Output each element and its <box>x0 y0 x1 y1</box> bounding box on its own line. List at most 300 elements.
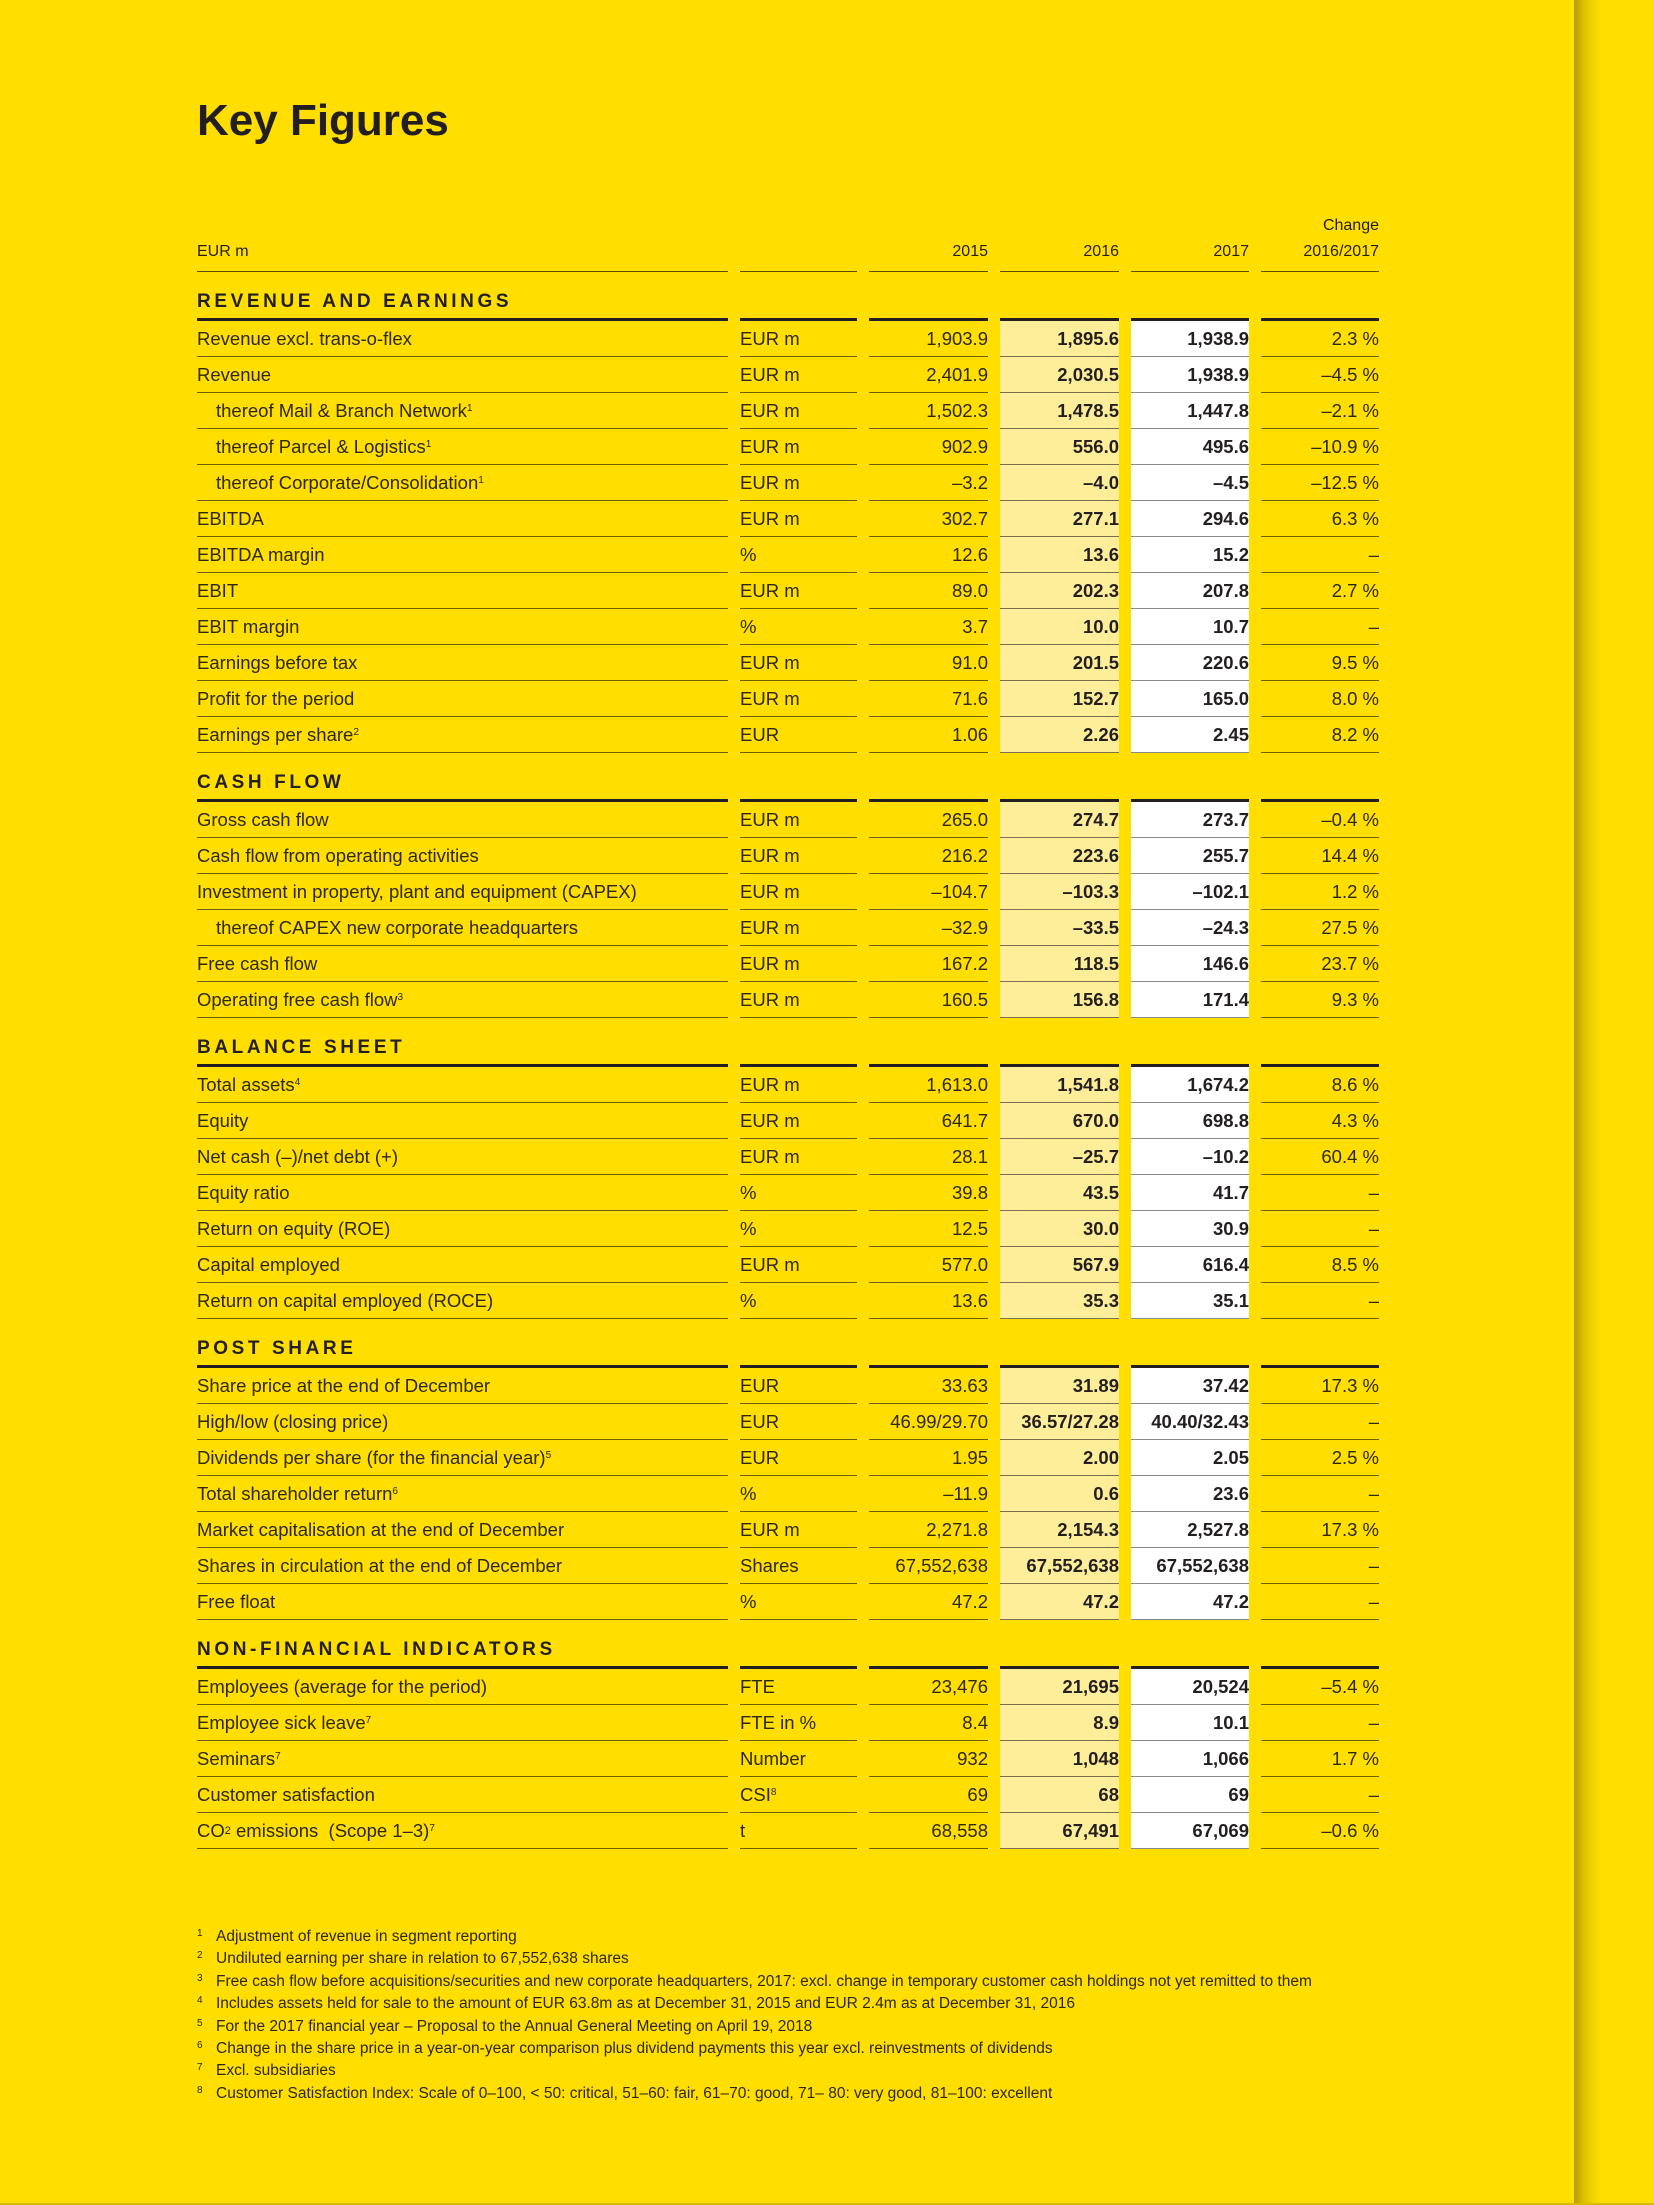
value-change: 2.7 % <box>1261 573 1379 609</box>
subscript: 2 <box>224 1824 231 1837</box>
value-2017: 41.7 <box>1131 1175 1249 1211</box>
value-change: 23.7 % <box>1261 946 1379 982</box>
value-2015: –3.2 <box>869 465 988 501</box>
table-row <box>197 838 1379 874</box>
row-label <box>197 1705 728 1741</box>
row-label-text: Shares in circulation at the end of December <box>197 1554 563 1576</box>
footnote-reference: 4 <box>294 1077 301 1088</box>
row-label-text: Share price at the end of December <box>197 1374 491 1396</box>
row-label-text: Return on equity (ROE) <box>197 1217 391 1239</box>
row-unit-text: EUR m <box>740 808 800 830</box>
value-2015: 265.0 <box>869 802 988 838</box>
row-unit <box>740 1404 857 1440</box>
value-2016: 556.0 <box>1000 429 1119 465</box>
footnote-text: Includes assets held for sale to the amount of EUR 63.8m as at December 31, 2015 and EUR 2.4m as at December 31, 2016 <box>216 1995 1076 2013</box>
row-unit <box>740 645 857 681</box>
table-row <box>197 537 1379 573</box>
table-row <box>197 1211 1379 1247</box>
value-change: –0.6 % <box>1261 1813 1379 1849</box>
row-label-text: Earnings per share <box>197 723 354 745</box>
row-unit-text: EUR m <box>740 435 800 457</box>
row-label <box>197 1476 728 1512</box>
row-label-text: Revenue excl. trans-o-flex <box>197 327 412 349</box>
value-2016: 670.0 <box>1000 1103 1119 1139</box>
row-label <box>197 429 728 465</box>
footnote-text: Excl. subsidiaries <box>216 2062 336 2080</box>
row-label <box>197 982 728 1018</box>
value-change: 2.5 % <box>1261 1440 1379 1476</box>
table-sections <box>197 272 1379 1849</box>
footnote-number: 7 <box>197 2062 203 2074</box>
value-2015: 1,903.9 <box>869 321 988 357</box>
value-change: –5.4 % <box>1261 1669 1379 1705</box>
row-label <box>197 1813 728 1849</box>
table-row <box>197 1139 1379 1175</box>
row-unit-text: EUR m <box>740 1145 800 1167</box>
table-row <box>197 609 1379 645</box>
row-label-text: Operating free cash flow <box>197 988 398 1010</box>
value-2015: –11.9 <box>869 1476 988 1512</box>
value-2015: 69 <box>869 1777 988 1813</box>
footnote <box>197 1993 1312 2015</box>
row-unit <box>740 1103 857 1139</box>
table-row <box>197 1512 1379 1548</box>
value-2015: 67,552,638 <box>869 1548 988 1584</box>
row-label <box>197 1669 728 1705</box>
table-row <box>197 1103 1379 1139</box>
value-2016: 68 <box>1000 1777 1119 1813</box>
header-change-line1: Change <box>1322 217 1379 234</box>
row-label <box>197 393 728 429</box>
value-change: – <box>1261 1404 1379 1440</box>
row-unit <box>740 465 857 501</box>
footnote-number: 1 <box>197 1928 203 1939</box>
row-label <box>197 802 728 838</box>
value-2016: 21,695 <box>1000 1669 1119 1705</box>
header-2016 <box>1000 239 1119 272</box>
row-label-text: EBIT <box>197 579 239 601</box>
value-2017: 67,069 <box>1131 1813 1249 1849</box>
table-row <box>197 393 1379 429</box>
value-2015: 46.99/29.70 <box>869 1404 988 1440</box>
value-2017: 35.1 <box>1131 1283 1249 1319</box>
value-2017: 220.6 <box>1131 645 1249 681</box>
value-2016: 118.5 <box>1000 946 1119 982</box>
value-change: –10.9 % <box>1261 429 1379 465</box>
row-label <box>197 1404 728 1440</box>
row-label <box>197 1175 728 1211</box>
value-2016: 223.6 <box>1000 838 1119 874</box>
row-label <box>197 1283 728 1319</box>
table-row <box>197 1476 1379 1512</box>
header-currency-label: EUR m <box>197 243 249 260</box>
table-row <box>197 1777 1379 1813</box>
header-change <box>1261 213 1379 272</box>
section-balance-sheet <box>197 1018 1379 1319</box>
row-unit <box>740 1139 857 1175</box>
value-2016: 0.6 <box>1000 1476 1119 1512</box>
table-row <box>197 1705 1379 1741</box>
footnote-number: 3 <box>197 1972 203 1984</box>
row-label <box>197 1777 728 1813</box>
table-row <box>197 357 1379 393</box>
row-unit-text: % <box>740 1289 757 1311</box>
row-unit-text: EUR m <box>740 916 800 938</box>
value-2017: 10.1 <box>1131 1705 1249 1741</box>
value-2016: 13.6 <box>1000 537 1119 573</box>
row-unit-text: EUR m <box>740 399 800 421</box>
value-change: 8.5 % <box>1261 1247 1379 1283</box>
value-2016: 67,552,638 <box>1000 1548 1119 1584</box>
row-label-text: Total assets <box>197 1073 295 1095</box>
row-unit-text: % <box>740 1482 757 1504</box>
row-unit <box>740 321 857 357</box>
row-unit-text: EUR m <box>740 1253 800 1275</box>
value-2017: 23.6 <box>1131 1476 1249 1512</box>
row-label <box>197 537 728 573</box>
row-unit-text: EUR m <box>740 651 800 673</box>
row-label-text: Capital employed <box>197 1253 340 1275</box>
row-label-text: Investment in property, plant and equipment (CAPEX) <box>197 880 637 902</box>
row-label-text-rest: emissions (Scope 1–3) <box>230 1819 430 1841</box>
header-2017-label: 2017 <box>1213 243 1249 260</box>
table-row <box>197 1813 1379 1849</box>
row-label-text: Seminars <box>197 1747 276 1769</box>
value-2016: 8.9 <box>1000 1705 1119 1741</box>
value-2016: 567.9 <box>1000 1247 1119 1283</box>
value-change: 9.5 % <box>1261 645 1379 681</box>
row-unit-text: EUR m <box>740 471 800 493</box>
row-label-text: Return on capital employed (ROCE) <box>197 1289 494 1311</box>
row-label <box>197 501 728 537</box>
value-change: 14.4 % <box>1261 838 1379 874</box>
section-revenue-and-earnings <box>197 272 1379 753</box>
row-unit <box>740 910 857 946</box>
row-unit-text: Shares <box>740 1554 799 1576</box>
value-2015: 33.63 <box>869 1368 988 1404</box>
value-2015: 89.0 <box>869 573 988 609</box>
value-2016: –25.7 <box>1000 1139 1119 1175</box>
header-2016-label: 2016 <box>1083 243 1119 260</box>
row-label <box>197 1067 728 1103</box>
value-2016: 2.26 <box>1000 717 1119 753</box>
value-2017: 171.4 <box>1131 982 1249 1018</box>
value-2016: 43.5 <box>1000 1175 1119 1211</box>
row-label-text: Customer satisfaction <box>197 1783 375 1805</box>
footnote <box>197 1948 1312 1970</box>
row-unit <box>740 982 857 1018</box>
value-2016: 30.0 <box>1000 1211 1119 1247</box>
row-label-text: thereof Parcel & Logistics <box>216 435 426 457</box>
row-label <box>197 1139 728 1175</box>
row-label-text: Equity ratio <box>197 1181 290 1203</box>
row-unit <box>740 717 857 753</box>
value-2015: –104.7 <box>869 874 988 910</box>
row-label <box>197 1741 728 1777</box>
row-label-text: thereof Mail & Branch Network <box>216 399 467 421</box>
row-label <box>197 946 728 982</box>
value-2015: 1,502.3 <box>869 393 988 429</box>
value-2017: 273.7 <box>1131 802 1249 838</box>
row-label <box>197 1584 728 1620</box>
row-label-text: thereof CAPEX new corporate headquarters <box>216 916 578 938</box>
row-unit-text: EUR m <box>740 327 800 349</box>
row-unit-text: FTE <box>740 1675 775 1697</box>
footnote-reference: 1 <box>478 475 484 486</box>
value-2015: 47.2 <box>869 1584 988 1620</box>
row-label-text: Total shareholder return <box>197 1482 393 1504</box>
table-row <box>197 501 1379 537</box>
row-unit <box>740 1247 857 1283</box>
row-unit-text: EUR m <box>740 1073 800 1095</box>
value-2015: 12.6 <box>869 537 988 573</box>
footnote-number: 2 <box>197 1950 203 1962</box>
value-2015: 8.4 <box>869 1705 988 1741</box>
value-2017: 15.2 <box>1131 537 1249 573</box>
value-2016: 201.5 <box>1000 645 1119 681</box>
row-unit-text: EUR m <box>740 363 800 385</box>
row-label-text: Profit for the period <box>197 687 355 709</box>
row-label-text: EBIT margin <box>197 615 300 637</box>
value-2017: 207.8 <box>1131 573 1249 609</box>
row-unit-text: Number <box>740 1747 806 1769</box>
row-unit-text: EUR m <box>740 952 800 974</box>
table-row <box>197 717 1379 753</box>
row-unit-text: EUR <box>740 1374 780 1396</box>
section-title: NON-FINANCIAL INDICATORS <box>197 1639 556 1660</box>
value-change: – <box>1261 609 1379 645</box>
value-change: – <box>1261 1705 1379 1741</box>
row-unit <box>740 1175 857 1211</box>
value-2017: –24.3 <box>1131 910 1249 946</box>
value-2017: 2,527.8 <box>1131 1512 1249 1548</box>
footnote-reference: 7 <box>429 1823 435 1834</box>
table-row <box>197 1669 1379 1705</box>
value-2016: 2.00 <box>1000 1440 1119 1476</box>
row-label <box>197 717 728 753</box>
row-unit <box>740 1777 857 1813</box>
value-2015: 1.06 <box>869 717 988 753</box>
row-unit <box>740 429 857 465</box>
row-unit <box>740 1813 857 1849</box>
row-unit-text: EUR m <box>740 507 800 529</box>
row-unit-text: EUR m <box>740 844 800 866</box>
row-unit <box>740 802 857 838</box>
value-2016: 1,478.5 <box>1000 393 1119 429</box>
row-label <box>197 1440 728 1476</box>
row-unit <box>740 838 857 874</box>
value-change: 9.3 % <box>1261 982 1379 1018</box>
table-row <box>197 874 1379 910</box>
row-unit-text: EUR <box>740 723 780 745</box>
value-2017: 165.0 <box>1131 681 1249 717</box>
footnote-reference: 5 <box>545 1450 552 1461</box>
section-cash-flow <box>197 753 1379 1018</box>
value-2016: 1,895.6 <box>1000 321 1119 357</box>
header-2015 <box>869 239 988 272</box>
value-change: – <box>1261 1476 1379 1512</box>
row-label-text: thereof Corporate/Consolidation <box>216 471 479 493</box>
value-change: 17.3 % <box>1261 1368 1379 1404</box>
value-2016: 277.1 <box>1000 501 1119 537</box>
table-row <box>197 1175 1379 1211</box>
row-unit <box>740 874 857 910</box>
row-label-text: EBITDA <box>197 507 264 529</box>
footnote-reference: 3 <box>397 992 404 1003</box>
value-2017: 10.7 <box>1131 609 1249 645</box>
page-title: Key Figures <box>197 96 449 145</box>
row-label <box>197 681 728 717</box>
value-2017: 2.05 <box>1131 1440 1249 1476</box>
value-change: –12.5 % <box>1261 465 1379 501</box>
footnote-reference: 7 <box>275 1751 281 1762</box>
table-row <box>197 573 1379 609</box>
row-label-text: Net cash (–)/net debt (+) <box>197 1145 399 1167</box>
value-2015: 641.7 <box>869 1103 988 1139</box>
table-row <box>197 1548 1379 1584</box>
table-row <box>197 1741 1379 1777</box>
row-label <box>197 321 728 357</box>
row-label <box>197 609 728 645</box>
row-label <box>197 1512 728 1548</box>
row-unit <box>740 681 857 717</box>
row-label <box>197 1368 728 1404</box>
row-label <box>197 874 728 910</box>
row-unit <box>740 573 857 609</box>
value-2017: 47.2 <box>1131 1584 1249 1620</box>
value-2017: 1,066 <box>1131 1741 1249 1777</box>
row-unit <box>740 1741 857 1777</box>
row-unit <box>740 501 857 537</box>
row-label-text: Gross cash flow <box>197 808 329 830</box>
value-2017: 146.6 <box>1131 946 1249 982</box>
value-change: 1.2 % <box>1261 874 1379 910</box>
row-unit <box>740 537 857 573</box>
footnote <box>197 2038 1312 2060</box>
footnote-reference: 6 <box>392 1486 398 1497</box>
value-2015: 91.0 <box>869 645 988 681</box>
value-2017: –102.1 <box>1131 874 1249 910</box>
row-label-text: Employee sick leave <box>197 1711 366 1733</box>
table-row <box>197 1404 1379 1440</box>
value-2017: 698.8 <box>1131 1103 1249 1139</box>
value-2017: 30.9 <box>1131 1211 1249 1247</box>
row-unit <box>740 1368 857 1404</box>
row-label <box>197 645 728 681</box>
value-2016: 1,541.8 <box>1000 1067 1119 1103</box>
value-2015: 302.7 <box>869 501 988 537</box>
value-2016: 67,491 <box>1000 1813 1119 1849</box>
page-edge-shadow <box>1574 0 1654 2205</box>
row-unit-text: % <box>740 543 757 565</box>
row-label-text: Free cash flow <box>197 952 318 974</box>
footnote-text: Undiluted earning per share in relation to 67,552,638 shares <box>216 1950 629 1968</box>
footnote-number: 8 <box>197 2084 203 2096</box>
footnote-reference: 1 <box>425 439 432 450</box>
footnote-number: 5 <box>197 2017 203 2029</box>
value-2016: 152.7 <box>1000 681 1119 717</box>
value-2015: 160.5 <box>869 982 988 1018</box>
row-label-text: Employees (average for the period) <box>197 1675 487 1697</box>
header-label-column <box>197 239 728 272</box>
row-label-text: Revenue <box>197 363 272 385</box>
value-change: – <box>1261 1777 1379 1813</box>
value-2015: 71.6 <box>869 681 988 717</box>
key-figures-table <box>197 218 1379 1849</box>
row-label-text: Earnings before tax <box>197 651 358 673</box>
value-2017: 1,447.8 <box>1131 393 1249 429</box>
row-unit-text: CSI <box>740 1783 771 1805</box>
row-label <box>197 573 728 609</box>
table-row <box>197 802 1379 838</box>
row-label-text: Dividends per share (for the financial year) <box>197 1446 546 1468</box>
value-change: – <box>1261 537 1379 573</box>
value-2017: 616.4 <box>1131 1247 1249 1283</box>
table-row <box>197 1283 1379 1319</box>
footnote-text: For the 2017 financial year – Proposal to the Annual General Meeting on April 19, 2018 <box>216 2017 813 2035</box>
value-change: 2.3 % <box>1261 321 1379 357</box>
value-2015: 2,271.8 <box>869 1512 988 1548</box>
value-2016: 10.0 <box>1000 609 1119 645</box>
row-label <box>197 1211 728 1247</box>
value-change: –2.1 % <box>1261 393 1379 429</box>
footnote-number: 4 <box>197 1995 203 2007</box>
value-2015: 1.95 <box>869 1440 988 1476</box>
row-unit-text: EUR m <box>740 1109 800 1131</box>
footnote <box>197 2060 1312 2082</box>
value-2015: 12.5 <box>869 1211 988 1247</box>
value-2017: 255.7 <box>1131 838 1249 874</box>
value-2017: 495.6 <box>1131 429 1249 465</box>
row-label <box>197 357 728 393</box>
row-label <box>197 1103 728 1139</box>
row-unit <box>740 946 857 982</box>
value-2016: –33.5 <box>1000 910 1119 946</box>
value-change: –0.4 % <box>1261 802 1379 838</box>
row-unit <box>740 1476 857 1512</box>
footnote-text: Customer Satisfaction Index: Scale of 0–100, < 50: critical, 51–60: fair, 61–70: good, 71– 80: very good, 81–100: excellent <box>216 2084 1053 2102</box>
value-2015: 577.0 <box>869 1247 988 1283</box>
value-2017: 40.40/32.43 <box>1131 1404 1249 1440</box>
row-unit <box>740 1669 857 1705</box>
row-label <box>197 1247 728 1283</box>
value-2015: 39.8 <box>869 1175 988 1211</box>
section-title: REVENUE AND EARNINGS <box>197 291 513 312</box>
table-row <box>197 910 1379 946</box>
row-label <box>197 910 728 946</box>
row-label-text: High/low (closing price) <box>197 1410 389 1432</box>
value-change: 8.2 % <box>1261 717 1379 753</box>
section-title: POST SHARE <box>197 1338 357 1359</box>
value-change: 4.3 % <box>1261 1103 1379 1139</box>
row-unit-text: FTE in % <box>740 1711 817 1733</box>
value-2017: 37.42 <box>1131 1368 1249 1404</box>
value-2016: –103.3 <box>1000 874 1119 910</box>
value-change: 1.7 % <box>1261 1741 1379 1777</box>
table-row <box>197 1067 1379 1103</box>
value-change: – <box>1261 1175 1379 1211</box>
row-label <box>197 1548 728 1584</box>
value-2015: 28.1 <box>869 1139 988 1175</box>
row-label-text: EBITDA margin <box>197 543 325 565</box>
row-label <box>197 838 728 874</box>
row-unit <box>740 1067 857 1103</box>
footnote-reference: 8 <box>770 1787 777 1798</box>
value-2015: 216.2 <box>869 838 988 874</box>
value-2016: 274.7 <box>1000 802 1119 838</box>
value-change: 17.3 % <box>1261 1512 1379 1548</box>
section-non-financial-indicators <box>197 1620 1379 1849</box>
